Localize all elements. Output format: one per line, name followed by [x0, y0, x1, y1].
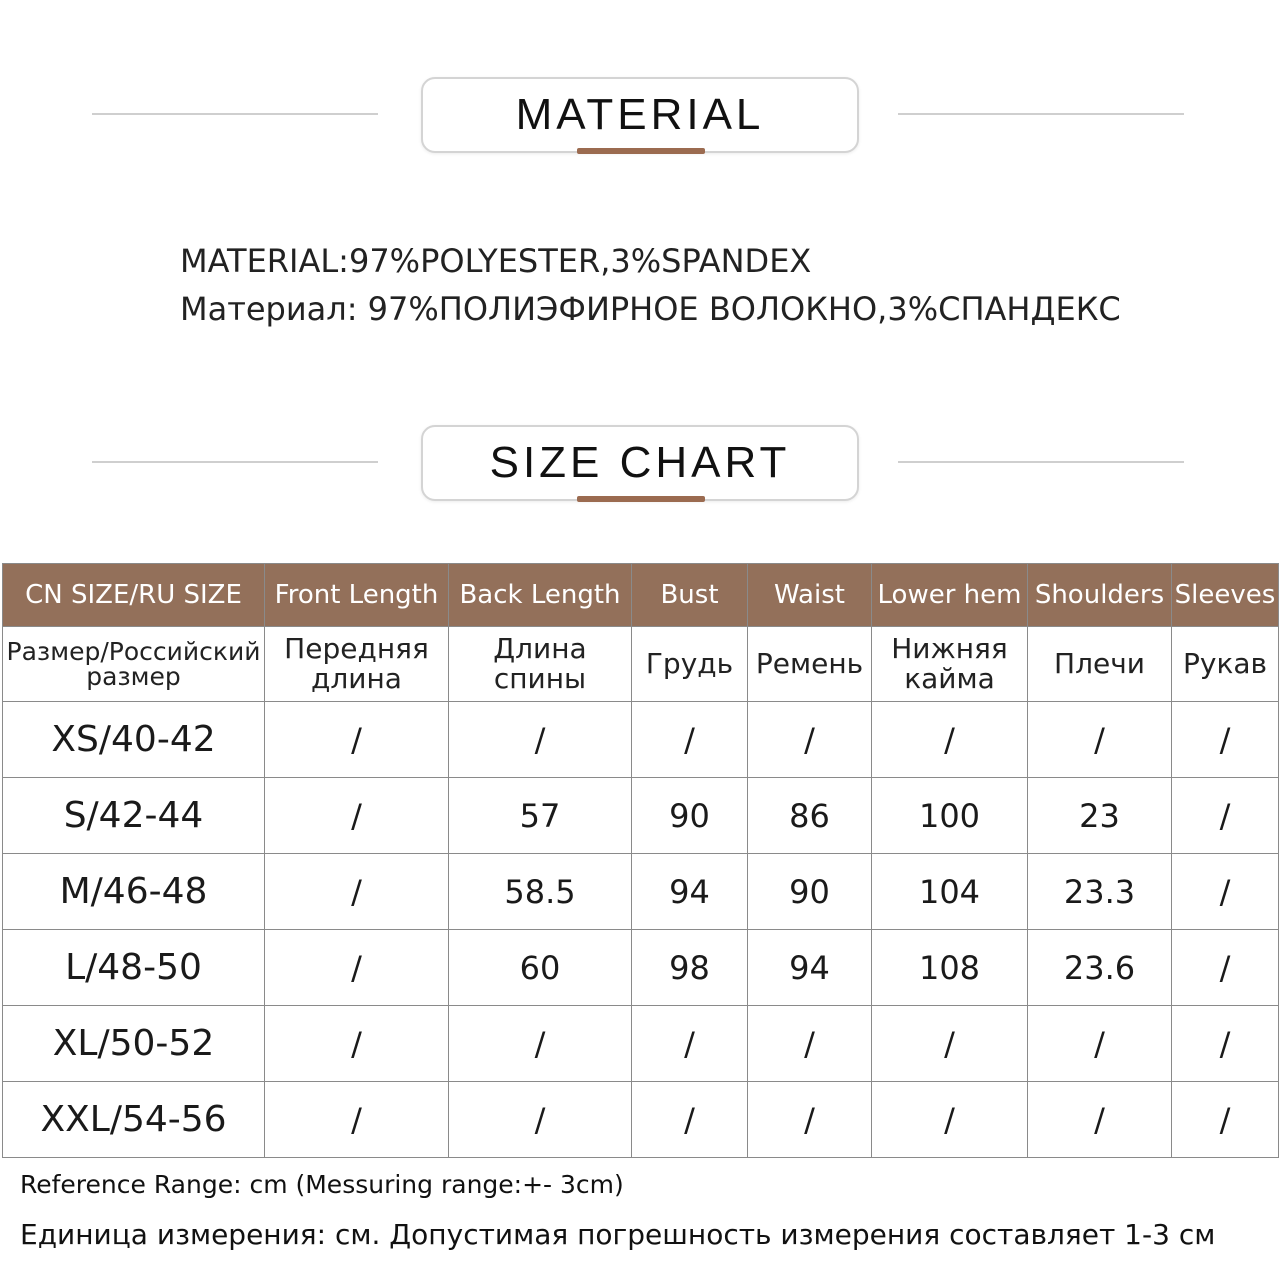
header-ru-bust: Грудь [632, 627, 748, 702]
header-row-ru [3, 627, 1279, 702]
header-lower-hem: Lower hem [872, 564, 1028, 627]
table-cell: / [1028, 1006, 1172, 1082]
size-cell: XL/50-52 [3, 1006, 265, 1082]
table-row [3, 930, 1279, 1006]
table-cell: 86 [748, 778, 872, 854]
table-cell: / [265, 1006, 449, 1082]
table-cell: / [872, 702, 1028, 778]
header-ru-back-length: Длина спины [449, 627, 632, 702]
table-cell: / [1172, 778, 1279, 854]
divider-left [92, 461, 378, 463]
header-front-length: Front Length [265, 564, 449, 627]
table-cell: / [1172, 1082, 1279, 1158]
size-chart-title: SIZE CHART [489, 438, 791, 487]
table-cell: / [1172, 930, 1279, 1006]
table-cell: 23.6 [1028, 930, 1172, 1006]
table-cell: / [1028, 702, 1172, 778]
table-cell: / [748, 1082, 872, 1158]
table-cell: 57 [449, 778, 632, 854]
header-back-length: Back Length [449, 564, 632, 627]
table-cell: / [449, 1082, 632, 1158]
divider-left [92, 113, 378, 115]
material-line-ru: Материал: 97%ПОЛИЭФИРНОЕ ВОЛОКНО,3%СПАНДЕКС [180, 290, 1121, 328]
header-bust: Bust [632, 564, 748, 627]
header-ru-size: Размер/Российский размер [3, 627, 265, 702]
material-title-box [421, 77, 859, 153]
table-cell: / [1172, 702, 1279, 778]
header-size: CN SIZE/RU SIZE [3, 564, 265, 627]
header-ru-front-length: Передняя длина [265, 627, 449, 702]
table-cell: / [748, 1006, 872, 1082]
material-line-en: MATERIAL:97%POLYESTER,3%SPANDEX [180, 242, 812, 280]
table-cell: / [748, 702, 872, 778]
divider-right [898, 461, 1184, 463]
header-ru-lower-hem: Нижняя кайма [872, 627, 1028, 702]
table-cell: 104 [872, 854, 1028, 930]
table-cell: / [265, 854, 449, 930]
title-underline [577, 496, 705, 502]
divider-right [898, 113, 1184, 115]
table-cell: / [632, 702, 748, 778]
header-shoulders: Shoulders [1028, 564, 1172, 627]
table-cell: 94 [748, 930, 872, 1006]
reference-note-en: Reference Range: cm (Messuring range:+- 3cm) [20, 1170, 624, 1199]
header-ru-shoulders: Плечи [1028, 627, 1172, 702]
table-cell: / [1172, 854, 1279, 930]
header-waist: Waist [748, 564, 872, 627]
table-row [3, 1006, 1279, 1082]
table-cell: / [632, 1082, 748, 1158]
size-cell: XXL/54-56 [3, 1082, 265, 1158]
table-cell: / [265, 778, 449, 854]
table-row [3, 854, 1279, 930]
table-cell: / [632, 1006, 748, 1082]
size-cell: L/48-50 [3, 930, 265, 1006]
table-cell: 60 [449, 930, 632, 1006]
table-cell: / [265, 1082, 449, 1158]
table-cell: 90 [748, 854, 872, 930]
table-cell: / [265, 930, 449, 1006]
table-cell: 100 [872, 778, 1028, 854]
table-cell: 23.3 [1028, 854, 1172, 930]
table-cell: 90 [632, 778, 748, 854]
table-cell: / [872, 1006, 1028, 1082]
size-chart-header [0, 425, 1280, 505]
size-cell: M/46-48 [3, 854, 265, 930]
table-cell: / [1028, 1082, 1172, 1158]
size-chart-table [2, 563, 1279, 1158]
material-header [0, 77, 1280, 157]
table-row [3, 702, 1279, 778]
table-row [3, 1082, 1279, 1158]
table-cell: 23 [1028, 778, 1172, 854]
reference-note-ru: Единица измерения: см. Допустимая погрешность измерения составляет 1-3 см [20, 1218, 1216, 1251]
header-ru-sleeves: Рукав [1172, 627, 1279, 702]
size-chart-title-box [421, 425, 859, 501]
title-underline [577, 148, 705, 154]
table-cell: / [449, 702, 632, 778]
table-cell: / [872, 1082, 1028, 1158]
header-row-en [3, 564, 1279, 627]
table-cell: / [265, 702, 449, 778]
table-cell: 58.5 [449, 854, 632, 930]
table-cell: 108 [872, 930, 1028, 1006]
size-cell: S/42-44 [3, 778, 265, 854]
header-sleeves: Sleeves [1172, 564, 1279, 627]
table-cell: / [1172, 1006, 1279, 1082]
table-cell: 94 [632, 854, 748, 930]
material-title: MATERIAL [515, 90, 765, 139]
header-ru-waist: Ремень [748, 627, 872, 702]
table-row [3, 778, 1279, 854]
table-cell: / [449, 1006, 632, 1082]
size-cell: XS/40-42 [3, 702, 265, 778]
table-cell: 98 [632, 930, 748, 1006]
